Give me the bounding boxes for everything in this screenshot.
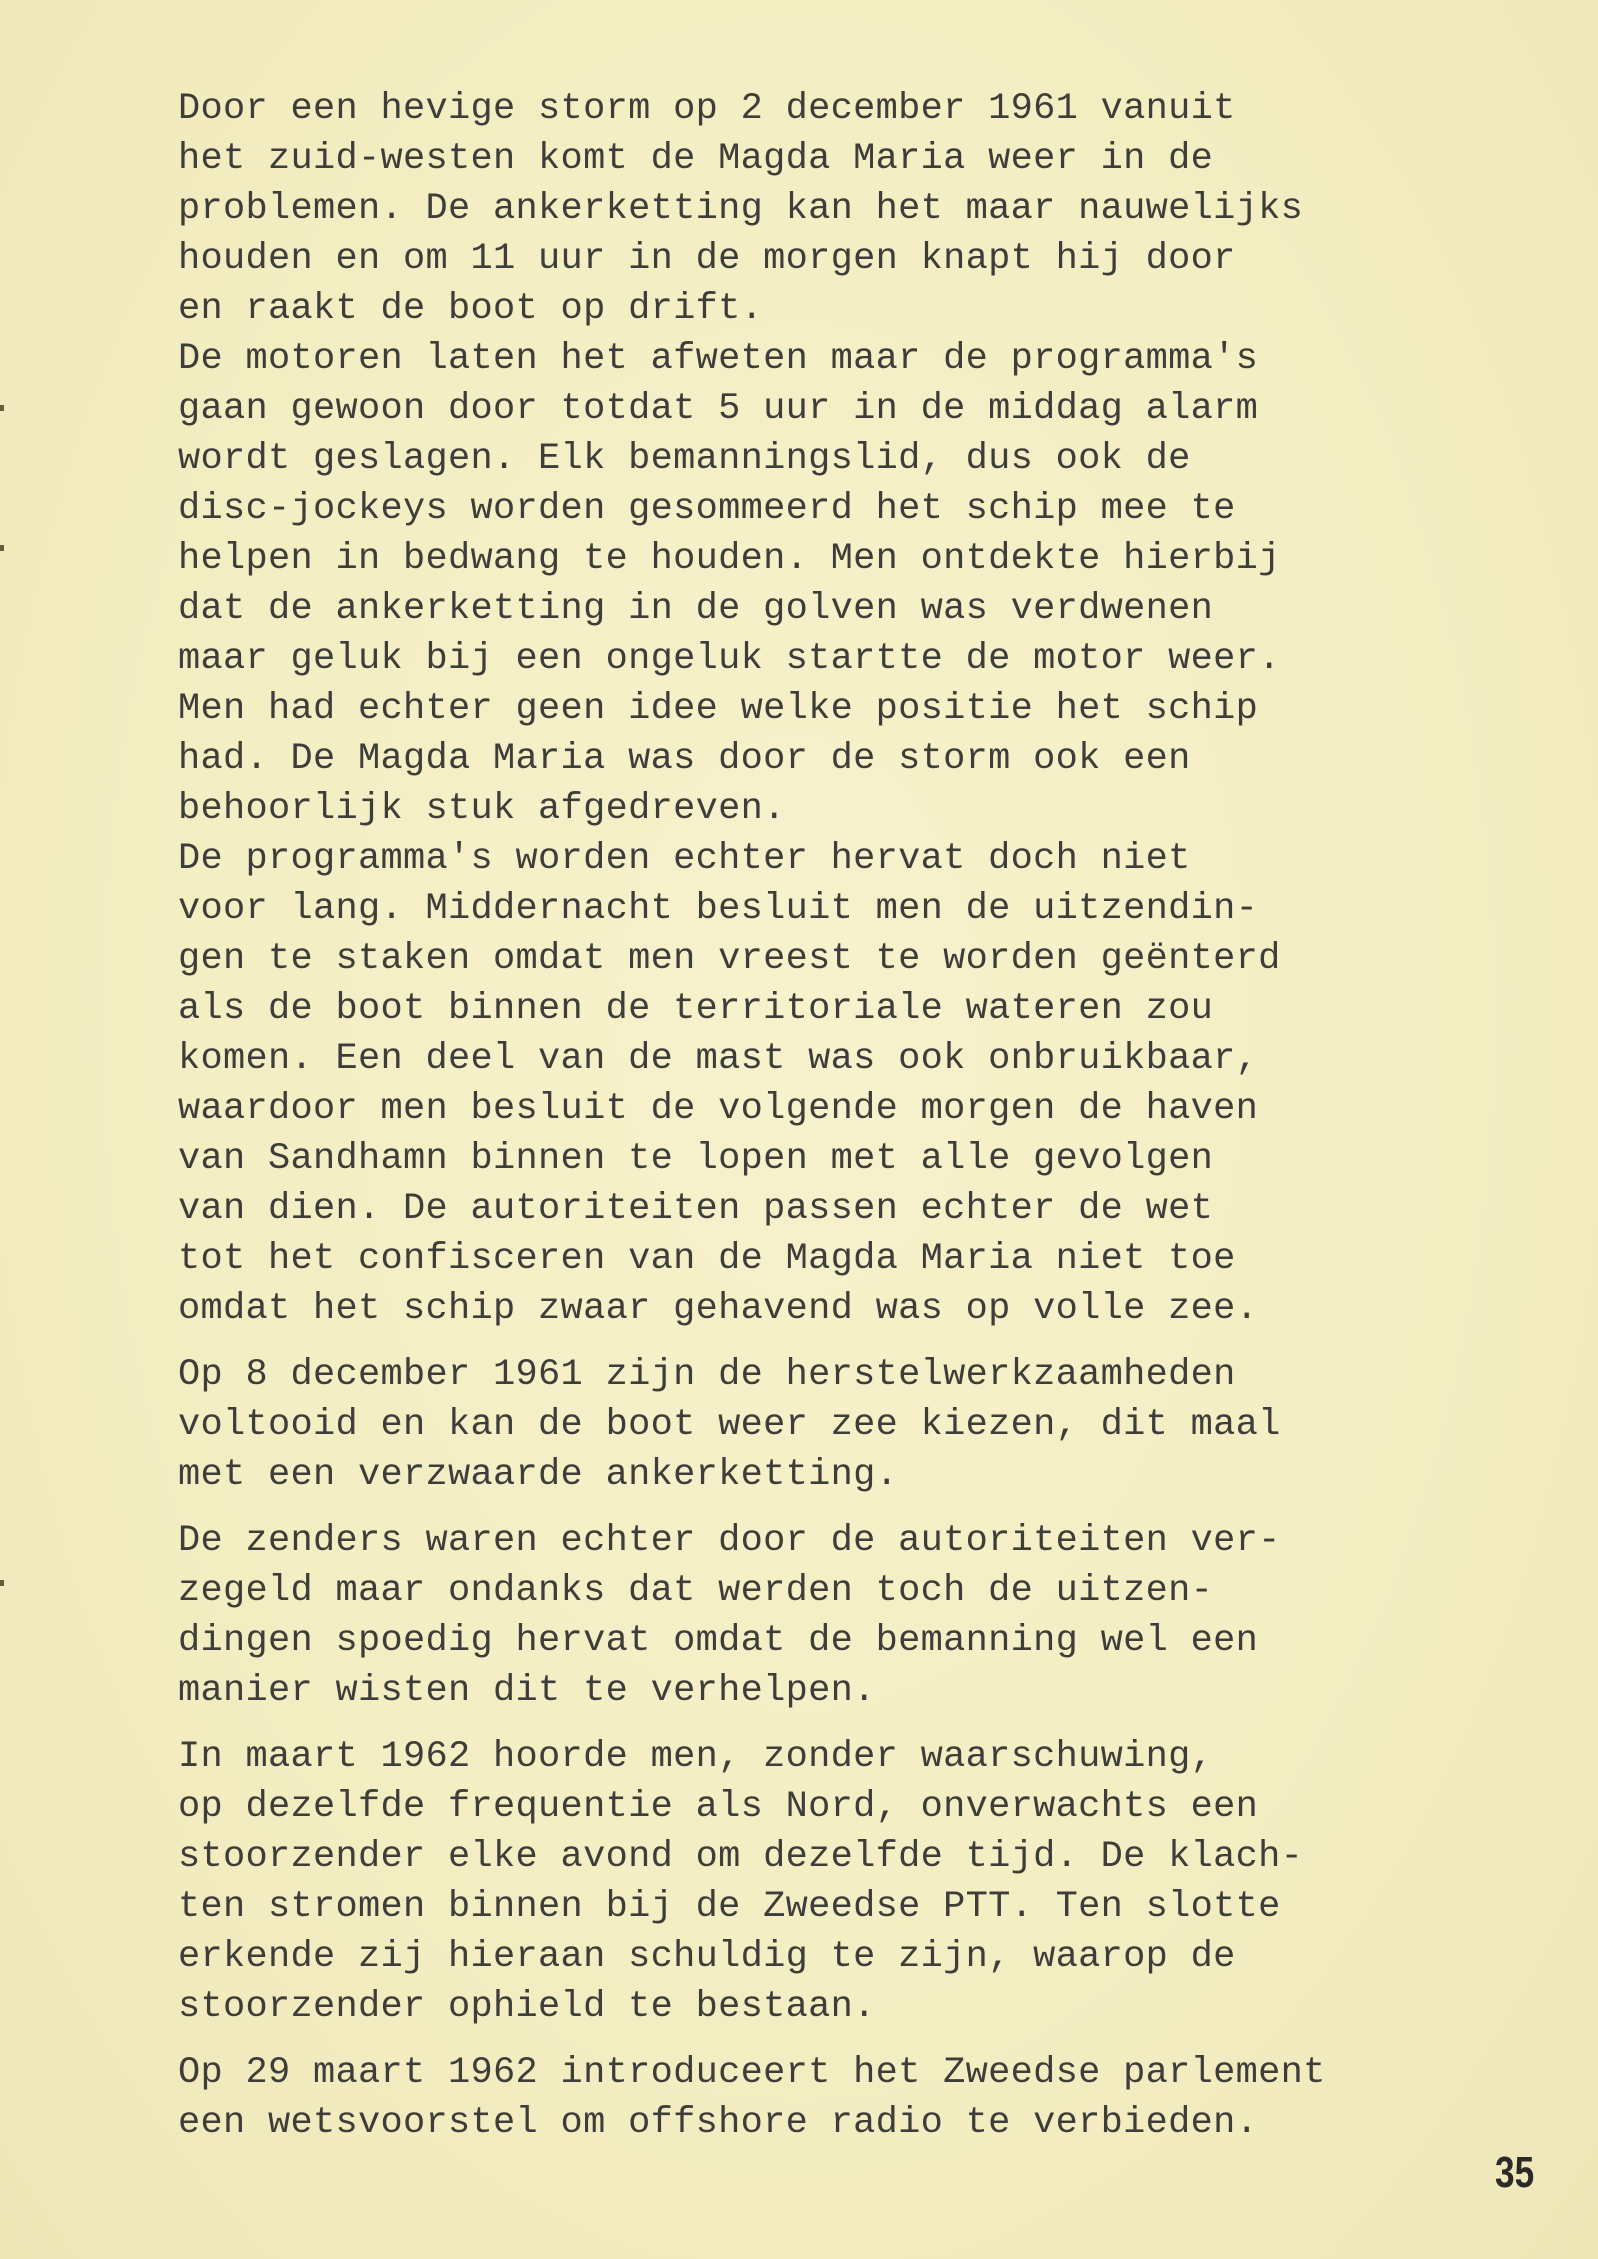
text-line: het zuid-westen komt de Magda Maria weer in de xyxy=(178,138,1214,180)
text-line: gen te staken omdat men vreest te worden geënterd xyxy=(178,938,1281,980)
text-line: en raakt de boot op drift. xyxy=(178,288,764,330)
text-line: met een verzwaarde ankerketting. xyxy=(178,1454,899,1496)
text-line: zegeld maar ondanks dat werden toch de uitzen- xyxy=(178,1570,1214,1612)
text-line: als de boot binnen de territoriale wateren zou xyxy=(178,988,1214,1030)
text-line: problemen. De ankerketting kan het maar nauwelijks xyxy=(178,188,1304,230)
text-line: stoorzender ophield te bestaan. xyxy=(178,1986,876,2028)
text-line: Men had echter geen idee welke positie het schip xyxy=(178,688,1259,730)
text-line: voltooid en kan de boot weer zee kiezen, dit maal xyxy=(178,1404,1281,1446)
text-line: helpen in bedwang te houden. Men ontdekte hierbij xyxy=(178,538,1281,580)
paragraph xyxy=(178,2048,1518,2148)
paragraph xyxy=(178,1516,1518,1716)
text-line: komen. Een deel van de mast was ook onbruikbaar, xyxy=(178,1038,1259,1080)
paragraph-gap xyxy=(178,2032,1518,2048)
text-line: Door een hevige storm op 2 december 1961 vanuit xyxy=(178,88,1236,130)
text-line: had. De Magda Maria was door de storm ook een xyxy=(178,738,1191,780)
paragraph xyxy=(178,1350,1518,1500)
text-line: van dien. De autoriteiten passen echter de wet xyxy=(178,1188,1214,1230)
text-line: erkende zij hieraan schuldig te zijn, waarop de xyxy=(178,1936,1236,1978)
paragraph xyxy=(178,84,1518,1334)
text-line: omdat het schip zwaar gehavend was op volle zee. xyxy=(178,1288,1259,1330)
text-line: De motoren laten het afweten maar de programma's xyxy=(178,338,1259,380)
text-line: houden en om 11 uur in de morgen knapt hij door xyxy=(178,238,1236,280)
text-line: Op 29 maart 1962 introduceert het Zweedse parlement xyxy=(178,2052,1326,2094)
text-line: Op 8 december 1961 zijn de herstelwerkzaamheden xyxy=(178,1354,1236,1396)
text-line: De programma's worden echter hervat doch niet xyxy=(178,838,1191,880)
text-line: manier wisten dit te verhelpen. xyxy=(178,1670,876,1712)
edge-mark xyxy=(0,545,4,551)
text-line: disc-jockeys worden gesommeerd het schip mee te xyxy=(178,488,1236,530)
text-line: tot het confisceren van de Magda Maria niet toe xyxy=(178,1238,1236,1280)
text-line: een wetsvoorstel om offshore radio te verbieden. xyxy=(178,2102,1259,2144)
text-line: dat de ankerketting in de golven was verdwenen xyxy=(178,588,1214,630)
text-line: voor lang. Middernacht besluit men de uitzendin- xyxy=(178,888,1259,930)
body-text xyxy=(178,84,1518,2148)
text-line: van Sandhamn binnen te lopen met alle gevolgen xyxy=(178,1138,1214,1180)
text-line: behoorlijk stuk afgedreven. xyxy=(178,788,786,830)
text-line: op dezelfde frequentie als Nord, onverwachts een xyxy=(178,1786,1259,1828)
paragraph-gap xyxy=(178,1716,1518,1732)
text-line: In maart 1962 hoorde men, zonder waarschuwing, xyxy=(178,1736,1214,1778)
text-line: waardoor men besluit de volgende morgen de haven xyxy=(178,1088,1259,1130)
paragraph-gap xyxy=(178,1500,1518,1516)
text-line: wordt geslagen. Elk bemanningslid, dus ook de xyxy=(178,438,1191,480)
paragraph-gap xyxy=(178,1334,1518,1350)
edge-mark xyxy=(0,1580,4,1586)
text-line: stoorzender elke avond om dezelfde tijd. De klach- xyxy=(178,1836,1304,1878)
text-line: ten stromen binnen bij de Zweedse PTT. Ten slotte xyxy=(178,1886,1281,1928)
text-line: gaan gewoon door totdat 5 uur in de middag alarm xyxy=(178,388,1259,430)
paragraph xyxy=(178,1732,1518,2032)
text-line: dingen spoedig hervat omdat de bemanning wel een xyxy=(178,1620,1259,1662)
edge-mark xyxy=(0,405,4,411)
page-number: 35 xyxy=(1495,2148,1535,2197)
text-line: maar geluk bij een ongeluk startte de motor weer. xyxy=(178,638,1281,680)
text-line: De zenders waren echter door de autoriteiten ver- xyxy=(178,1520,1281,1562)
